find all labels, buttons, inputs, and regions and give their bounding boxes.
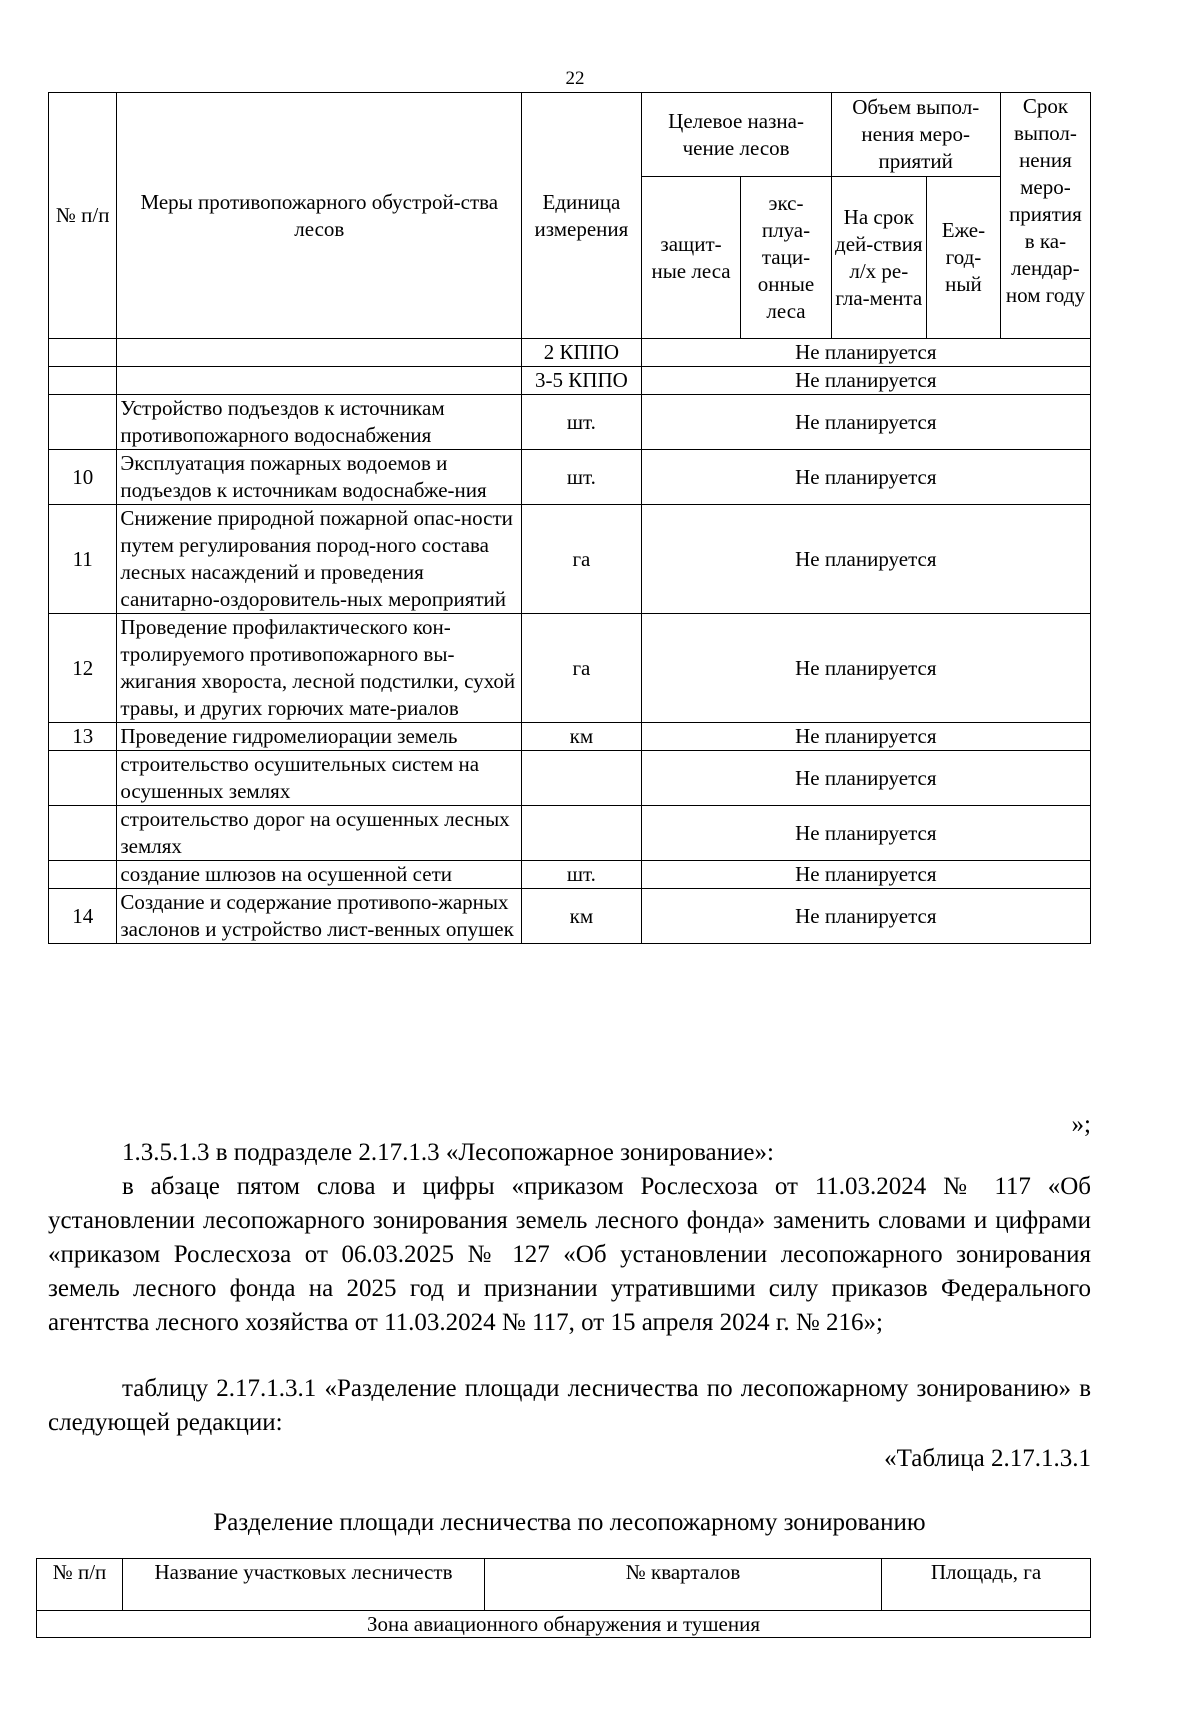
row-unit: га (522, 614, 641, 723)
header-annual: Еже-год-ный (927, 177, 1001, 339)
row-measure (117, 367, 522, 395)
row-unit (522, 806, 641, 861)
zone-header-name: Название участковых лесничеств (123, 1559, 485, 1611)
row-measure: Проведение гидромелиорации земель (117, 723, 522, 751)
row-unit: км (522, 723, 641, 751)
zone-header-num: № п/п (37, 1559, 123, 1611)
row-measure: Устройство подъездов к источникам противопожарного водоснабжения (117, 395, 522, 450)
row-measure: Создание и содержание противопо-жарных заслонов и устройство лист-венных опушек (117, 889, 522, 944)
row-unit: шт. (522, 395, 641, 450)
header-deadline: Срок выпол-нения меро-приятия в ка-лендар-ном году (1000, 93, 1090, 339)
row-num: 13 (49, 723, 117, 751)
header-term-action: На срок дей-ствия л/х ре-гла-мента (831, 177, 927, 339)
row-unit: шт. (522, 450, 641, 505)
row-status: Не планируется (641, 395, 1090, 450)
paragraph-subsection: 1.3.5.1.3 в подразделе 2.17.1.3 «Лесопожарное зонирование»: (122, 1139, 774, 1166)
row-num: 10 (49, 450, 117, 505)
row-num: 14 (49, 889, 117, 944)
zone-header-area: Площадь, га (882, 1559, 1091, 1611)
row-status: Не планируется (641, 339, 1090, 367)
table-row (49, 505, 1091, 614)
table-reference: «Таблица 2.17.1.3.1 (884, 1445, 1091, 1472)
paragraph-amendment: в абзаце пятом слова и цифры «приказом Рослесхоза от 11.03.2024 № 117 «Об установлении лесопожарного зонирования земель лесного фонда» заменить словами и цифрами «приказом Рослесхоза от 06.03.2025 № 127 «Об установлении лесопожарного зонирования земель лесного фонда на 2025 год и признании утратившими силу приказов Федерального агентства лесного хозяйства от 11.03.2024 № 117, от 15 апреля 2024 г. № 216»; (48, 1173, 1091, 1336)
table-row (49, 450, 1091, 505)
table-row (49, 723, 1091, 751)
row-status: Не планируется (641, 367, 1090, 395)
row-status: Не планируется (641, 751, 1090, 806)
row-measure: Эксплуатация пожарных водоемов и подъездов к источникам водоснабже-ния (117, 450, 522, 505)
header-exploitation: экс-плуа-таци-онные леса (741, 177, 831, 339)
row-num (49, 806, 117, 861)
row-num: 11 (49, 505, 117, 614)
header-volume: Объем выпол-нения меро-приятий (831, 93, 1000, 177)
table-row (49, 339, 1091, 367)
zoning-table (36, 1558, 1091, 1638)
header-purpose: Целевое назна-чение лесов (641, 93, 831, 177)
row-unit: 3-5 КППО (522, 367, 641, 395)
closing-quote: »; (1071, 1111, 1091, 1138)
row-unit: га (522, 505, 641, 614)
page-number: 22 (565, 68, 585, 89)
row-unit: км (522, 889, 641, 944)
paragraph-table-edit: таблицу 2.17.1.3.1 «Разделение площади лесничества по лесопожарному зонированию» в следующей редакции: (48, 1375, 1091, 1436)
table-title: Разделение площади лесничества по лесопожарному зонированию (213, 1509, 926, 1536)
header-unit: Единица измерения (522, 93, 641, 339)
row-measure: строительство осушительных систем на осушенных землях (117, 751, 522, 806)
row-status: Не планируется (641, 505, 1090, 614)
row-status: Не планируется (641, 614, 1090, 723)
zone-row-aviation: Зона авиационного обнаружения и тушения (37, 1611, 1091, 1638)
row-num (49, 395, 117, 450)
table-row (49, 367, 1091, 395)
table-row (49, 861, 1091, 889)
row-status: Не планируется (641, 861, 1090, 889)
header-protective: защит-ные леса (641, 177, 741, 339)
zone-header-quarters: № кварталов (485, 1559, 882, 1611)
table-row (49, 751, 1091, 806)
row-num (49, 751, 117, 806)
table-row (49, 395, 1091, 450)
row-num (49, 367, 117, 395)
header-num: № п/п (49, 93, 117, 339)
row-status: Не планируется (641, 889, 1090, 944)
row-unit: 2 КППО (522, 339, 641, 367)
row-status: Не планируется (641, 806, 1090, 861)
table-row (49, 806, 1091, 861)
table-row (49, 614, 1091, 723)
row-measure: строительство дорог на осушенных лесных землях (117, 806, 522, 861)
row-measure: Снижение природной пожарной опас-ности путем регулирования пород-ного состава лесных насаждений и проведения санитарно-оздоровитель-ных мероприятий (117, 505, 522, 614)
row-status: Не планируется (641, 723, 1090, 751)
row-num: 12 (49, 614, 117, 723)
row-measure (117, 339, 522, 367)
row-unit: шт. (522, 861, 641, 889)
row-measure: создание шлюзов на осушенной сети (117, 861, 522, 889)
header-measures: Меры противопожарного обустрой-ства лесов (117, 93, 522, 339)
row-status: Не планируется (641, 450, 1090, 505)
row-measure: Проведение профилактического кон-тролируемого противопожарного вы-жигания хвороста, лесной подстилки, сухой травы, и других горючих мате-риалов (117, 614, 522, 723)
table-row (49, 889, 1091, 944)
row-num (49, 339, 117, 367)
row-unit (522, 751, 641, 806)
fire-measures-table (48, 92, 1091, 944)
row-num (49, 861, 117, 889)
